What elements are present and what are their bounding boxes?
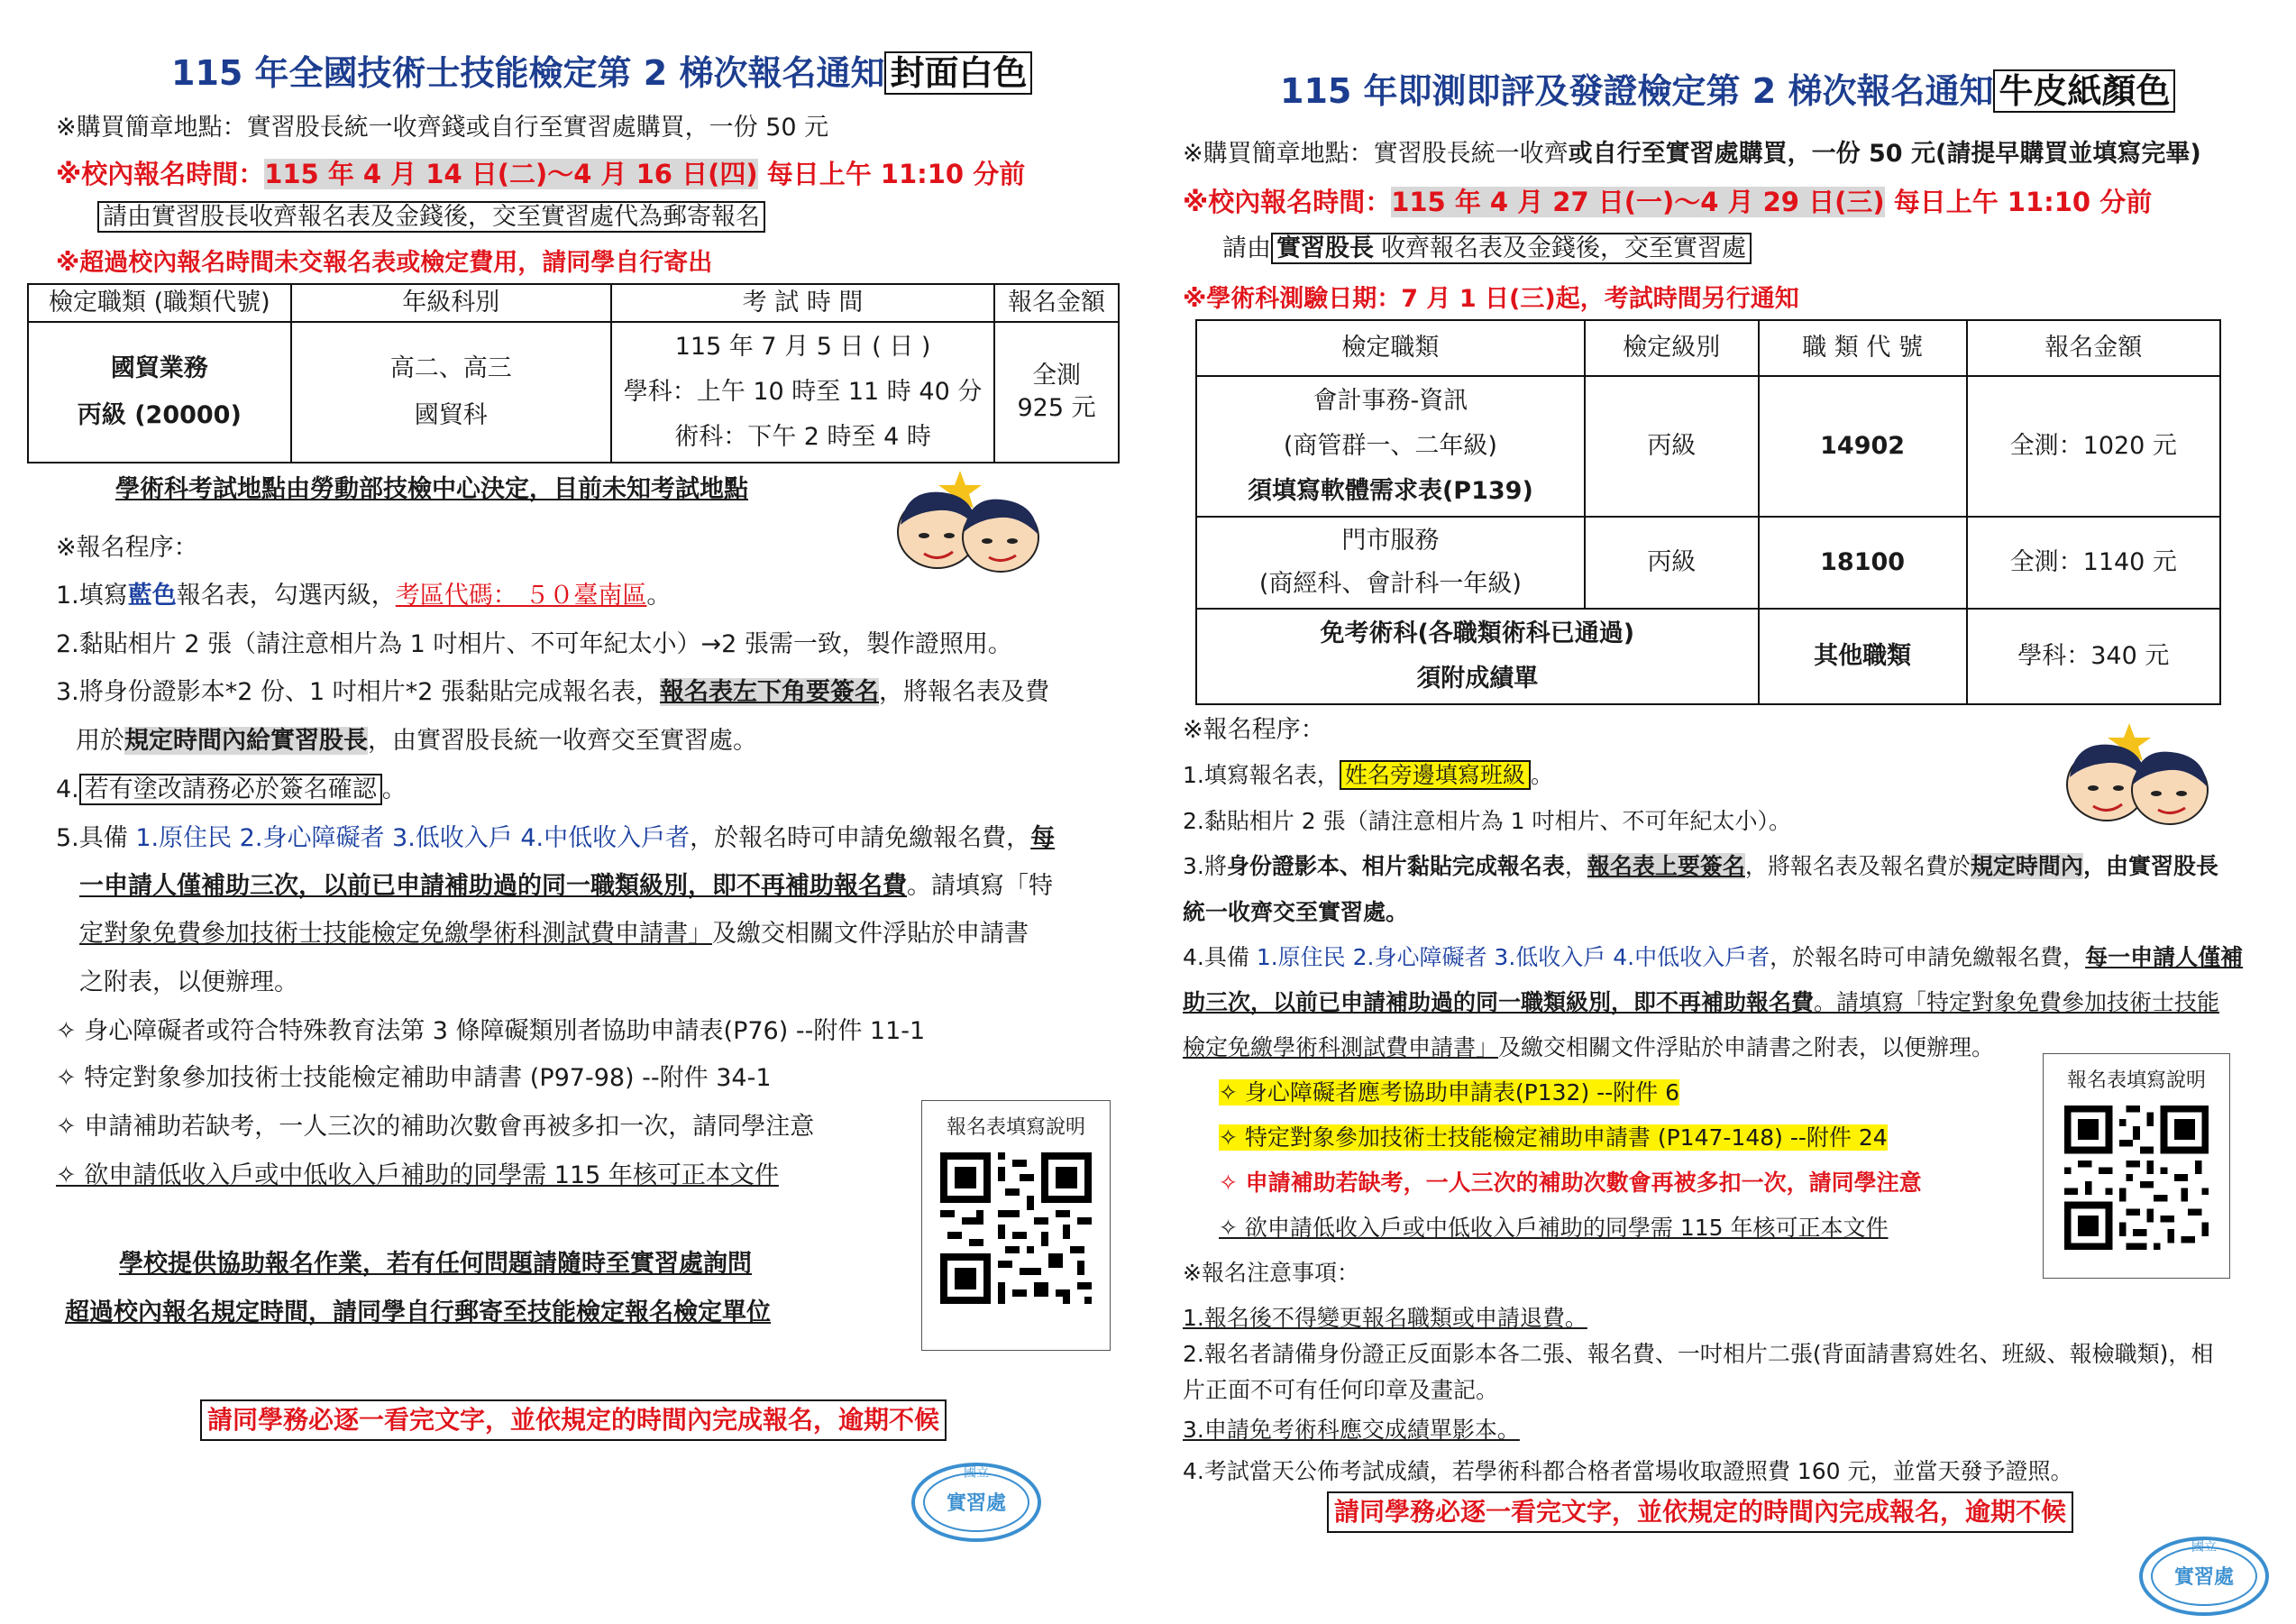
table-cell-fee: 學科：340 元: [1967, 609, 2220, 704]
left-step1: 1.填寫藍色報名表，勾選丙級，考區代碼： ５０臺南區。: [56, 582, 672, 610]
table-cell-level: 丙級: [1585, 376, 1759, 517]
svg-text:實習處: 實習處: [2173, 1566, 2235, 1589]
right-step4: 4.具備 1.原住民 2.身心障礙者 3.低收入戶 4.中低收入戶者，於報名時可申請免繳報名費，每一申請人僅補: [1183, 944, 2244, 970]
right-step1: 1.填寫報名表， 姓名旁邊填寫班級 。: [1183, 762, 1553, 788]
right-reg-dates: 115 年 4 月 27 日(一)～4 月 29 日(三): [1391, 187, 1885, 217]
right-note2: 2.報名者請備身份證正反面影本各二張、報名費、一吋相片二張(背面請書寫姓名、班級、報檢職類)，相: [1183, 1341, 2214, 1367]
table-header: 報名金額: [1967, 320, 2220, 376]
left-bullet: ✧ 身心障礙者或符合特殊教育法第 3 條障礙類別者協助申請表(P76) --附件 11-1: [56, 1017, 926, 1045]
right-qr-box: [2043, 1053, 2230, 1279]
left-title: 115 年全國技術士技能檢定第 2 梯次報名通知 封面白色: [171, 50, 1032, 96]
left-late-note: ※超過校內報名時間未交報名表或檢定費用，請同學自行寄出: [56, 249, 713, 277]
left-step3-cont: 用於規定時間內給實習股長，由實習股長統一收齊交至實習處。: [76, 727, 757, 755]
right-bullet: ✧ 申請補助若缺考，一人三次的補助次數會再被多扣一次，請同學注意: [1219, 1170, 1922, 1196]
left-reg-dates: 115 年 4 月 14 日(二)～4 月 16 日(四): [264, 159, 758, 189]
table-cell-job: 國貿業務 丙級 (20000): [28, 322, 291, 463]
left-step5-line3: 定對象免費參加技術士技能檢定免繳學術科測試費申請書」及繳交相關文件浮貼於申請書: [79, 920, 1029, 948]
table-cell-code: 其他職類: [1759, 609, 1967, 704]
table-header: 報名金額: [994, 284, 1119, 322]
table-cell-fee: 全測 925 元: [994, 322, 1119, 463]
left-reg-note: 請由實習股長收齊報名表及金錢後，交至實習處代為郵寄報名: [97, 201, 765, 234]
left-step5: 5.具備 1.原住民 2.身心障礙者 3.低收入戶 4.中低收入戶者，於報名時可申請免繳報名費，每: [56, 824, 1056, 852]
left-proc-heading: ※報名程序：: [56, 534, 198, 562]
table-header: 檢定職類 (職類代號): [28, 284, 291, 322]
right-reg-note: 請由 實習股長 收齊報名表及金錢後，交至實習處: [1222, 233, 1752, 265]
right-title-tag: 牛皮紙顏色: [1993, 69, 2175, 113]
left-step4: 4. 若有塗改請務必於簽名確認 。: [56, 775, 407, 803]
table-cell-fee: 全測：1020 元: [1967, 376, 2220, 517]
right-test-date: ※學術科測驗日期：7 月 1 日(三)起，考試時間另行通知: [1183, 285, 1799, 313]
right-step3: 3.將身份證影本、相片黏貼完成報名表，報名表上要簽名，將報名表及報名費於規定時間內，由實習股長: [1183, 853, 2218, 879]
mascot-icon: [888, 469, 1050, 577]
table-cell-fee: 全測：1140 元: [1967, 517, 2220, 609]
right-proc-heading: ※報名程序：: [1183, 716, 1325, 744]
right-note3: 3.申請免考術科應交成績單影本。: [1183, 1417, 1520, 1443]
left-late2-note: 超過校內報名規定時間，請同學自行郵寄至技能檢定報名檢定單位: [65, 1298, 771, 1326]
svg-text:國立: 國立: [2191, 1540, 2217, 1555]
seal-stamp-icon: [2136, 1533, 2272, 1619]
right-exam-table: [1195, 319, 2221, 705]
left-title-tag: 封面白色: [884, 51, 1032, 95]
table-header: 檢定職類: [1196, 320, 1585, 376]
table-cell-code: 14902: [1759, 376, 1967, 517]
left-bullet: ✧ 特定對象參加技術士技能檢定補助申請書 (P97-98) --附件 34-1: [56, 1064, 772, 1092]
table-cell-code: 18100: [1759, 517, 1967, 609]
table-cell-job: 會計事務-資訊 (商管群一、二年級) 須填寫軟體需求表(P139): [1196, 376, 1585, 517]
left-venue-note: 學術科考試地點由勞動部技檢中心決定，目前未知考試地點: [115, 475, 748, 503]
right-buy-line: ※購買簡章地點：實習股長統一收齊或自行至實習處購買，一份 50 元(請提早購買並填寫完畢): [1183, 140, 2201, 168]
table-header: 職 類 代 號: [1759, 320, 1967, 376]
left-exam-table: [27, 283, 1120, 463]
mascot-icon: [2057, 721, 2219, 830]
right-final-note: 請同學務必逐一看完文字，並依規定的時間內完成報名，逾期不候: [1327, 1491, 2073, 1533]
table-header: 年級科別: [291, 284, 611, 322]
left-assist-note: 學校提供協助報名作業，若有任何問題請隨時至實習處詢問: [119, 1250, 752, 1278]
right-title: 115 年即測即評及發證檢定第 2 梯次報名通知 牛皮紙顏色: [1280, 69, 2175, 114]
right-note1: 1.報名後不得變更報名職類或申請退費。: [1183, 1305, 1587, 1331]
right-reg-time: ※校內報名時間：115 年 4 月 27 日(一)～4 月 29 日(三) 每日上午 11:10 分前: [1183, 187, 2153, 217]
table-header: 檢定級別: [1585, 320, 1759, 376]
left-bullet: ✧ 申請補助若缺考，一人三次的補助次數會再被多扣一次，請同學注意: [56, 1113, 815, 1141]
right-step4-line3: 檢定免繳學術科測試費申請書」及繳交相關文件浮貼於申請書之附表，以便辦理。: [1183, 1034, 1995, 1060]
right-step2: 2.黏貼相片 2 張（請注意相片為 1 吋相片、不可年紀太小）。: [1183, 808, 1791, 834]
right-bullet: ✧ 欲申請低收入戶或中低收入戶補助的同學需 115 年核可正本文件: [1219, 1215, 1889, 1241]
left-final-note: 請同學務必逐一看完文字，並依規定的時間內完成報名，逾期不候: [200, 1399, 947, 1441]
left-buy-line: ※購買簡章地點：實習股長統一收齊錢或自行至實習處購買，一份 50 元: [56, 114, 829, 142]
svg-text:國立: 國立: [964, 1466, 989, 1481]
table-cell-grade: 高二、高三 國貿科: [291, 322, 611, 463]
right-bullet: ✧ 特定對象參加技術士技能檢定補助申請書 (P147-148) --附件 24: [1219, 1124, 1888, 1151]
left-qr-box: [921, 1100, 1111, 1351]
table-cell-job: 門市服務 (商經科、會計科一年級): [1196, 517, 1585, 609]
qr-code-icon[interactable]: [2064, 1106, 2209, 1250]
left-step5-line4: 之附表，以便辦理。: [79, 968, 298, 996]
table-cell-job: 免考術科(各職類術科已通過) 須附成績單: [1196, 609, 1759, 704]
left-step3: 3.將身份證影本*2 份、1 吋相片*2 張黏貼完成報名表，報名表左下角要簽名，將報名表及費: [56, 678, 1050, 706]
qr-caption: 報名表填寫說明: [946, 1116, 1085, 1139]
left-reg-time: ※校內報名時間：115 年 4 月 14 日(二)～4 月 16 日(四) 每日上午 11:10 分前: [56, 159, 1026, 189]
right-step4-line2: 助三次，以前已申請補助過的同一職類級別，即不再補助報名費。請填寫「特定對象免費參加技術士技能: [1183, 989, 2220, 1015]
left-step5-line2: 一申請人僅補助三次，以前已申請補助過的同一職類級別，即不再補助報名費。請填寫「特: [79, 872, 1053, 900]
seal-stamp-icon: [909, 1459, 1044, 1546]
right-notes-heading: ※報名注意事項：: [1183, 1260, 1359, 1286]
svg-text:實習處: 實習處: [946, 1492, 1007, 1515]
qr-caption: 報名表填寫說明: [2066, 1069, 2206, 1092]
left-bullet: ✧ 欲申請低收入戶或中低收入戶補助的同學需 115 年核可正本文件: [56, 1161, 779, 1189]
left-step2: 2.黏貼相片 2 張（請注意相片為 1 吋相片、不可年紀太小）→2 張需一致，製作證照用。: [56, 630, 1012, 658]
right-note2-cont: 片正面不可有任何印章及畫記。: [1183, 1377, 1499, 1403]
table-cell-time: 115 年 7 月 5 日 ( 日 ) 學科：上午 10 時至 11 時 40 分 術科：下午 2 時至 4 時: [611, 322, 994, 463]
right-note4: 4.考試當天公佈考試成績，若學術科都合格者當場收取證照費 160 元，並當天發予證照。: [1183, 1458, 2073, 1484]
qr-code-icon[interactable]: [940, 1152, 1092, 1304]
table-cell-level: 丙級: [1585, 517, 1759, 609]
right-step3-cont: 統一收齊交至實習處。: [1183, 899, 1409, 925]
right-bullet: ✧ 身心障礙者應考協助申請表(P132) --附件 6: [1219, 1079, 1680, 1106]
table-header: 考 試 時 間: [611, 284, 994, 322]
